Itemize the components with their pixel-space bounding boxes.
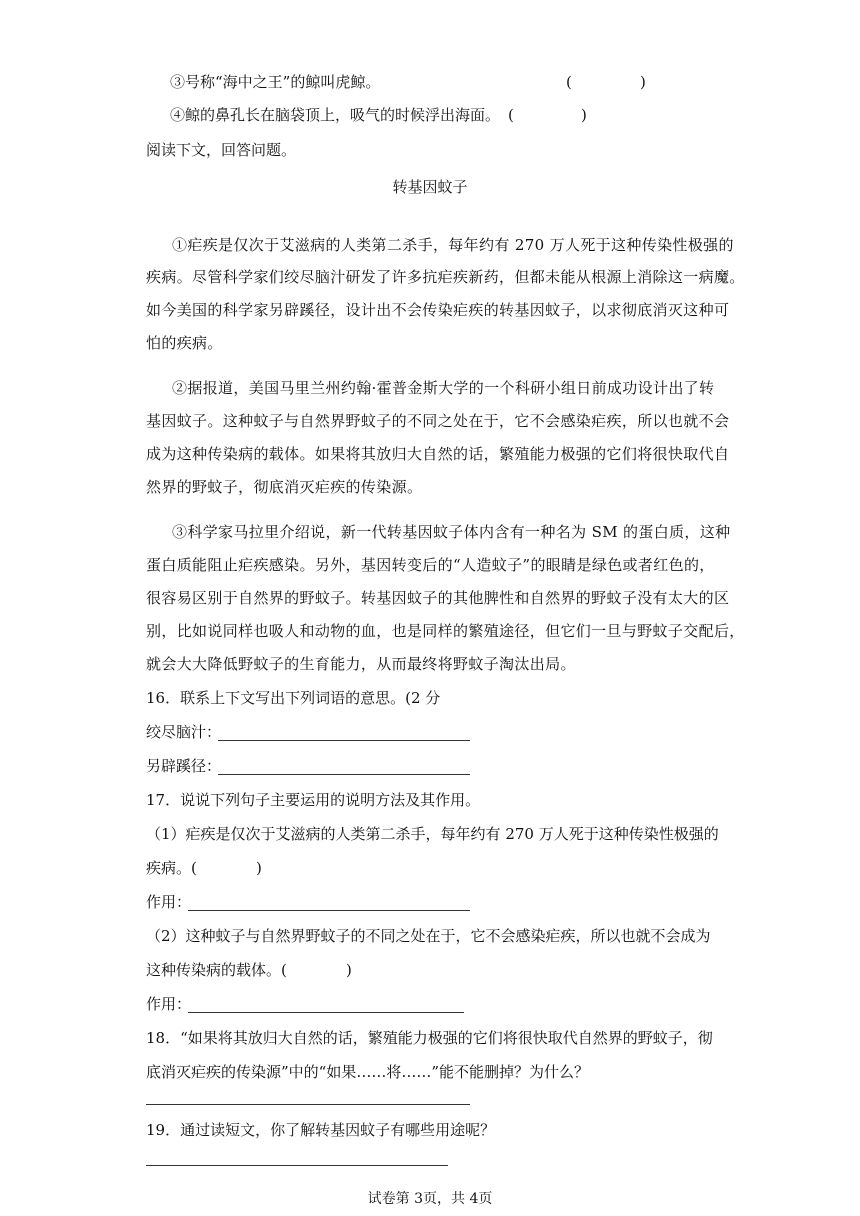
article-line: ③科学家马拉里介绍说，新一代转基因蚊子体内含有一种名为 SM 的蛋白质，这种 bbox=[172, 523, 731, 541]
q16-word-1-answer-line[interactable] bbox=[218, 740, 470, 741]
answer-paren-close: ) bbox=[581, 106, 587, 124]
q16-word-1-label: 绞尽脑汁： bbox=[146, 723, 222, 741]
article-title: 转基因蚊子 bbox=[392, 178, 468, 196]
q17-sentence-2: （2）这种蚊子与自然界野蚊子的不同之处在于，它不会感染疟疾，所以也就不会成为 bbox=[146, 927, 711, 945]
q17-effect-2-label: 作用： bbox=[146, 995, 192, 1013]
article-line: 然界的野蚊子，彻底消灭疟疾的传染源。 bbox=[146, 478, 423, 496]
article-line: 蛋白质能阻止疟疾感染。另外，基因转变后的“人造蚊子”的眼睛是绿色或者红色的， bbox=[146, 556, 715, 574]
reading-instruction: 阅读下文，回答问题。 bbox=[146, 141, 297, 159]
prev-item-4: ④鲸的鼻孔长在脑袋顶上，吸气的时候浮出海面。 bbox=[170, 106, 501, 124]
q18-answer-line[interactable] bbox=[146, 1104, 470, 1105]
q17-effect-1-label: 作用： bbox=[146, 893, 192, 911]
article-line: 疾病。尽管科学家们绞尽脑汁研发了许多抗疟疾新药，但都未能从根源上消除这一病魔。 bbox=[146, 268, 745, 286]
answer-paren-close: ) bbox=[256, 859, 262, 877]
prev-item-3: ③号称“海中之王”的鲸叫虎鲸。 bbox=[170, 73, 381, 91]
question-19-stem: 19．通过读短文，你了解转基因蚊子有哪些用途呢？ bbox=[146, 1121, 496, 1139]
q16-word-2-label: 另辟蹊径： bbox=[146, 757, 222, 775]
answer-paren-open: ( bbox=[508, 106, 514, 124]
article-line: 就会大大降低野蚊子的生育能力，从而最终将野蚊子淘汰出局。 bbox=[146, 655, 576, 673]
answer-paren-open: ( bbox=[566, 73, 572, 91]
q17-effect-1-answer-line[interactable] bbox=[188, 910, 470, 911]
article-line: 怕的疾病。 bbox=[146, 334, 223, 352]
article-line: ②据报道，美国马里兰州约翰·霍普金斯大学的一个科研小组日前成功设计出了转 bbox=[172, 379, 715, 397]
article-line: 成为这种传染病的载体。如果将其放归大自然的话，繁殖能力极强的它们将很快取代自 bbox=[146, 445, 730, 463]
q17-sentence-2-cont: 这种传染病的载体。( bbox=[146, 961, 287, 979]
question-16-stem: 16．联系上下文写出下列词语的意思。(2 分 bbox=[146, 689, 441, 707]
q17-sentence-1: （1）疟疾是仅次于艾滋病的人类第二杀手，每年约有 270 万人死于这种传染性极强的 bbox=[146, 825, 719, 843]
answer-paren-close: ) bbox=[346, 961, 352, 979]
q17-effect-2-answer-line[interactable] bbox=[188, 1012, 464, 1013]
question-18-line-1: 18．“如果将其放归大自然的话，繁殖能力极强的它们将很快取代自然界的野蚊子，彻 bbox=[146, 1029, 713, 1047]
q16-word-2-answer-line[interactable] bbox=[218, 774, 470, 775]
q17-sentence-1-cont: 疾病。( bbox=[146, 859, 197, 877]
article-line: 如今美国的科学家另辟蹊径，设计出不会传染疟疾的转基因蚊子，以求彻底消灭这种可 bbox=[146, 301, 730, 319]
article-line: 基因蚊子。这种蚊子与自然界野蚊子的不同之处在于，它不会感染疟疾，所以也就不会 bbox=[146, 412, 730, 430]
article-line: 别，比如说同样也吸人和动物的血，也是同样的繁殖途径，但它们一旦与野蚊子交配后， bbox=[146, 622, 745, 640]
answer-paren-close: ) bbox=[640, 73, 646, 91]
question-17-stem: 17．说说下列句子主要运用的说明方法及其作用。 bbox=[146, 791, 481, 809]
question-18-line-2: 底消灭疟疾的传染源”中的“如果……将……”能不能删掉？为什么？ bbox=[146, 1063, 590, 1081]
q19-answer-line[interactable] bbox=[146, 1165, 448, 1166]
article-line: 很容易区别于自然界的野蚊子。转基因蚊子的其他脾性和自然界的野蚊子没有太大的区 bbox=[146, 589, 730, 607]
page-footer: 试卷第 3页，共 4页 bbox=[367, 1191, 493, 1207]
article-line: ①疟疾是仅次于艾滋病的人类第二杀手，每年约有 270 万人死于这种传染性极强的 bbox=[172, 236, 734, 254]
